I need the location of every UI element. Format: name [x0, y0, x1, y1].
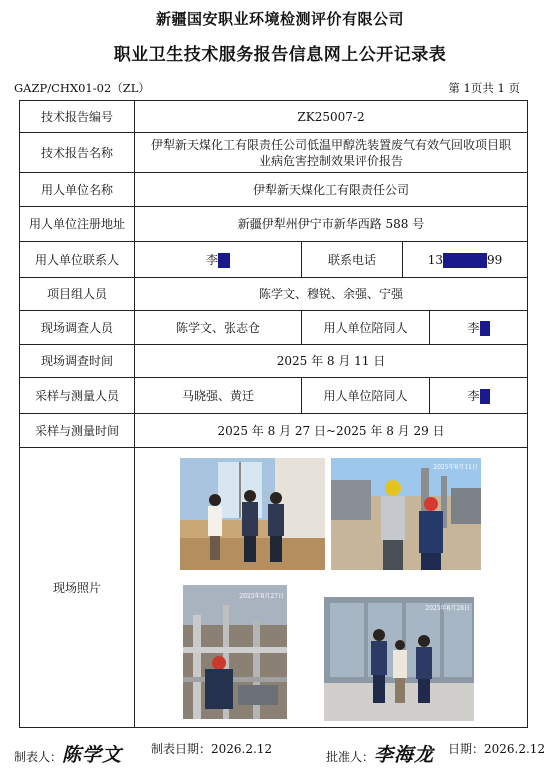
team-label: 项目组人员 [20, 278, 135, 311]
survey-escort-name: 李 [467, 320, 480, 335]
row-sampling-time [20, 414, 528, 448]
site-photo-2 [331, 458, 481, 570]
page-indicator: 第 1页共 1 页 [448, 81, 520, 95]
row-survey-staff [20, 311, 528, 345]
row-unit-address [20, 207, 528, 242]
team-value: 陈学文、穆锐、余强、宁强 [135, 278, 528, 311]
approve-date: 日期：2026.2.12 [448, 742, 546, 756]
survey-staff-label: 现场调查人员 [20, 311, 135, 345]
row-survey-time [20, 345, 528, 378]
site-photo-1 [180, 458, 325, 570]
company-name: 新疆国安职业环境检测评价有限公司 [155, 10, 404, 28]
row-contact [20, 242, 528, 278]
contact-label: 用人单位联系人 [20, 242, 135, 278]
sampling-escort-value [430, 378, 528, 414]
site-photo-4 [324, 597, 474, 721]
phone-prefix: 13 [427, 252, 443, 267]
sampling-time-value: 2025 年 8 月 27 日~2025 年 8 月 29 日 [135, 414, 528, 448]
maker-label: 制表人： [14, 750, 63, 764]
redaction-mark [480, 321, 490, 336]
row-sampling-staff [20, 378, 528, 414]
maker-block [14, 740, 122, 767]
phone-value [403, 242, 528, 278]
unit-name-value: 伊犁新天煤化工有限责任公司 [135, 173, 528, 207]
sampling-staff-value: 马晓强、黄迁 [135, 378, 302, 414]
survey-time-value: 2025 年 8 月 11 日 [135, 345, 528, 378]
record-table [19, 100, 528, 728]
survey-escort-value [430, 311, 528, 345]
row-report-name [20, 133, 528, 173]
redaction-mark [218, 253, 230, 268]
sampling-escort-name: 李 [467, 388, 480, 403]
contact-value [135, 242, 302, 278]
photo-timestamp: 2025年8月27日 [239, 592, 284, 600]
unit-name-label: 用人单位名称 [20, 173, 135, 207]
row-report-number [20, 101, 528, 133]
report-number-label: 技术报告编号 [20, 101, 135, 133]
approver-label: 批准人： [326, 750, 375, 764]
make-date: 制表日期：2026.2.12 [151, 742, 273, 756]
phone-label: 联系电话 [302, 242, 403, 278]
row-team [20, 278, 528, 311]
survey-escort-label: 用人单位陪同人 [302, 311, 430, 345]
report-number-value: ZK25007-2 [135, 101, 528, 133]
unit-address-value: 新疆伊犁州伊宁市新华西路 588 号 [135, 207, 528, 242]
contact-name: 李 [205, 252, 218, 267]
redaction-mark [443, 253, 487, 268]
photo-grid [135, 449, 527, 727]
sampling-time-label: 采样与测量时间 [20, 414, 135, 448]
phone-suffix: 99 [487, 252, 503, 267]
site-photo-3 [183, 585, 287, 719]
unit-address-label: 用人单位注册地址 [20, 207, 135, 242]
survey-staff-value: 陈学文、张志仓 [135, 311, 302, 345]
row-photos [20, 448, 528, 728]
document-code: GAZP/CHX01-02（ZL） [14, 81, 150, 95]
row-unit-name [20, 173, 528, 207]
photos-cell [135, 448, 528, 728]
report-name-value: 伊犁新天煤化工有限责任公司低温甲醇洗装置废气有效气回收项目职业病危害控制效果评价报告 [135, 133, 528, 173]
photo-timestamp: 2025年8月28日 [425, 604, 470, 612]
report-name-label: 技术报告名称 [20, 133, 135, 173]
redaction-mark [480, 389, 490, 404]
sampling-staff-label: 采样与测量人员 [20, 378, 135, 414]
photos-label: 现场照片 [20, 448, 135, 728]
approver-signature: 李海龙 [374, 744, 435, 766]
sampling-escort-label: 用人单位陪同人 [302, 378, 430, 414]
form-title: 职业卫生技术服务报告信息网上公开记录表 [113, 45, 447, 65]
photo-timestamp: 2025年8月11日 [433, 463, 478, 471]
approver-block [326, 740, 434, 767]
survey-time-label: 现场调查时间 [20, 345, 135, 378]
maker-signature: 陈学文 [62, 744, 123, 766]
